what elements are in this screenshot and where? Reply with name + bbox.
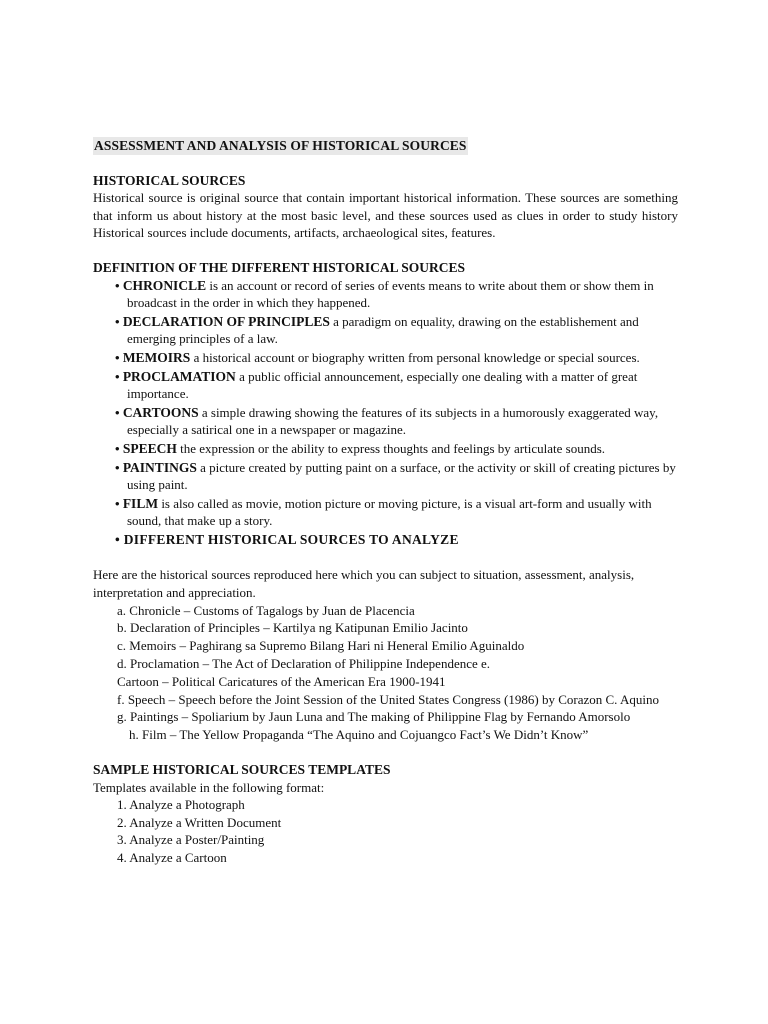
list-item [115,495,678,530]
sources-to-analyze-label: DIFFERENT HISTORICAL SOURCES TO ANALYZE [123,531,459,547]
definition-text: the expression or the ability to express thoughts and feelings by articulate sounds. [176,440,606,456]
sources-list [93,602,678,744]
list-item [115,277,678,312]
list-item: c. Memoirs – Paghirang sa Supremo Bilang Hari ni Heneral Emilio Aguinaldo [117,638,525,654]
bullet-icon: • [115,349,120,365]
list-item: h. Film – The Yellow Propaganda “The Aquino and Cojuangco Fact’s We Didn’t Know” [129,727,589,743]
definition-text: a historical account or biography written from personal knowledge or special sources. [190,349,640,365]
list-item [115,368,678,403]
definition-text: a picture created by putting paint on a surface, or the activity or skill of creating pictures by using paint. [127,459,676,493]
list-item: 4. Analyze a Cartoon [117,850,227,865]
definition-term: CHRONICLE [122,277,207,293]
list-item [115,404,678,439]
section-heading-historical-sources: HISTORICAL SOURCES [93,172,246,188]
bullet-icon: • [115,277,120,293]
definition-term: SPEECH [122,440,177,456]
definition-term: CARTOONS [122,404,199,420]
definition-text: a simple drawing showing the features of its subjects in a humorously exaggerated way, especially a satirical one in a newspaper or magazine. [127,404,659,438]
bullet-icon: • [115,495,120,511]
list-item: b. Declaration of Principles – Kartilya ng Katipunan Emilio Jacinto [117,620,468,636]
list-item: 2. Analyze a Written Document [117,814,282,830]
definition-text: is an account or record of series of events means to write about them or show them in broadcast in the order in which they happened. [127,277,654,311]
list-item: g. Paintings – Spoliarium by Jaun Luna and The making of Philippine Flag by Fernando Amorsolo [117,709,631,725]
definition-term: PROCLAMATION [122,368,236,384]
section-heading-definitions: DEFINITION OF THE DIFFERENT HISTORICAL SOURCES [93,259,465,275]
definitions-list [93,277,678,549]
definition-term: MEMOIRS [122,349,191,365]
list-item: f. Speech – Speech before the Joint Session of the United States Congress (1986) by Corazon C. Aquino [117,691,659,707]
document-page [93,137,678,867]
bullet-icon: • [115,368,120,384]
definition-text: a public official announcement, especially one dealing with a matter of great importance. [127,368,638,402]
bullet-icon: • [115,459,120,475]
section-heading-templates: SAMPLE HISTORICAL SOURCES TEMPLATES [93,762,391,778]
historical-sources-paragraph: Historical source is original source that contain important historical information. These sources are something that inform us about history at the most basic level, and these sources used as clues in order to study history Historical sources include documents, artifacts, archaeological sites, features. [93,190,678,241]
bullet-icon: • [115,440,120,456]
list-item: Cartoon – Political Caricatures of the American Era 1900-1941 [117,673,446,689]
list-item [115,349,678,367]
definition-text: is also called as movie, motion picture or moving picture, is a visual art-form and usually with sound, that make up a story. [127,495,652,529]
list-item [115,531,678,549]
bullet-icon: • [115,531,121,547]
list-item: 1. Analyze a Photograph [117,797,245,813]
templates-list [93,796,678,866]
definition-term: PAINTINGS [122,459,197,475]
templates-intro: Templates available in the following format: [93,779,325,795]
bullet-icon: • [115,404,120,420]
list-item [115,459,678,494]
list-item: a. Chronicle – Customs of Tagalogs by Juan de Placencia [117,602,415,618]
document-title: ASSESSMENT AND ANALYSIS OF HISTORICAL SOURCES [94,138,467,153]
bullet-icon: • [115,313,120,329]
sources-intro-paragraph: Here are the historical sources reproduced here which you can subject to situation, assessment, analysis, interpretation and appreciation. [93,567,635,601]
definition-text: a paradigm on equality, drawing on the establishement and emerging principles of a law. [127,313,639,347]
definition-term: FILM [122,495,159,511]
list-item [115,313,678,348]
list-item: d. Proclamation – The Act of Declaration of Philippine Independence e. [117,656,491,672]
definition-term: DECLARATION OF PRINCIPLES [122,313,330,329]
list-item: 3. Analyze a Poster/Painting [117,832,265,848]
list-item [115,440,678,458]
